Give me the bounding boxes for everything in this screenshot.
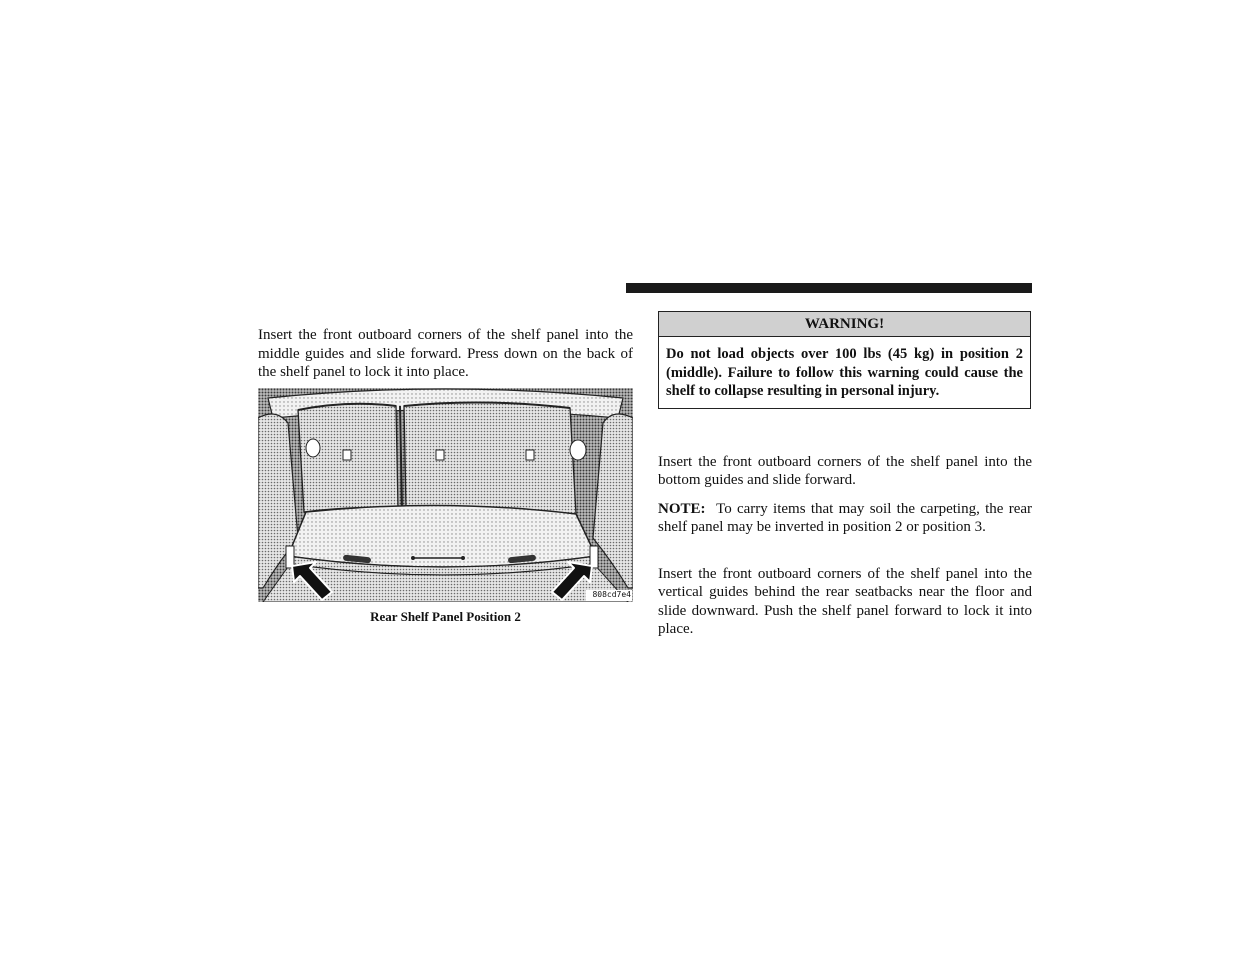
- section-header-bar: [626, 283, 1032, 293]
- left-column: [258, 326, 633, 625]
- figure-caption: Rear Shelf Panel Position 2: [370, 608, 521, 624]
- note-label: NOTE:: [658, 500, 706, 517]
- warning-box: [658, 311, 1031, 409]
- rear-shelf-illustration: [258, 388, 633, 602]
- position3-instructions: Insert the front outboard corners of the shelf panel into the bottom guides and slide forward.: [658, 453, 1032, 488]
- cargo-area-drawing: [258, 388, 633, 602]
- position1-instructions: Insert the front outboard corners of the shelf panel into the vertical guides behind the rear seatbacks near the floor and slide downward. Push the shelf panel forward to lock it into place.: [658, 565, 1032, 637]
- note-text: To carry items that may soil the carpeting, the rear shelf panel may be inverted in position 2 or position 3.: [658, 500, 1033, 535]
- warning-title: WARNING!: [659, 312, 1030, 337]
- position2-instructions: Insert the front outboard corners of the shelf panel into the middle guides and slide forward. Press down on the back of the shelf panel to lock it into place.: [258, 327, 633, 380]
- warning-text: Do not load objects over 100 lbs (45 kg) in position 2 (middle). Failure to follow this warning could cause the shelf to collapse resulting in personal injury.: [666, 346, 1023, 399]
- note-paragraph: [658, 500, 1032, 537]
- figure-code: 808cd7e4: [592, 589, 631, 599]
- right-column: [658, 311, 1032, 639]
